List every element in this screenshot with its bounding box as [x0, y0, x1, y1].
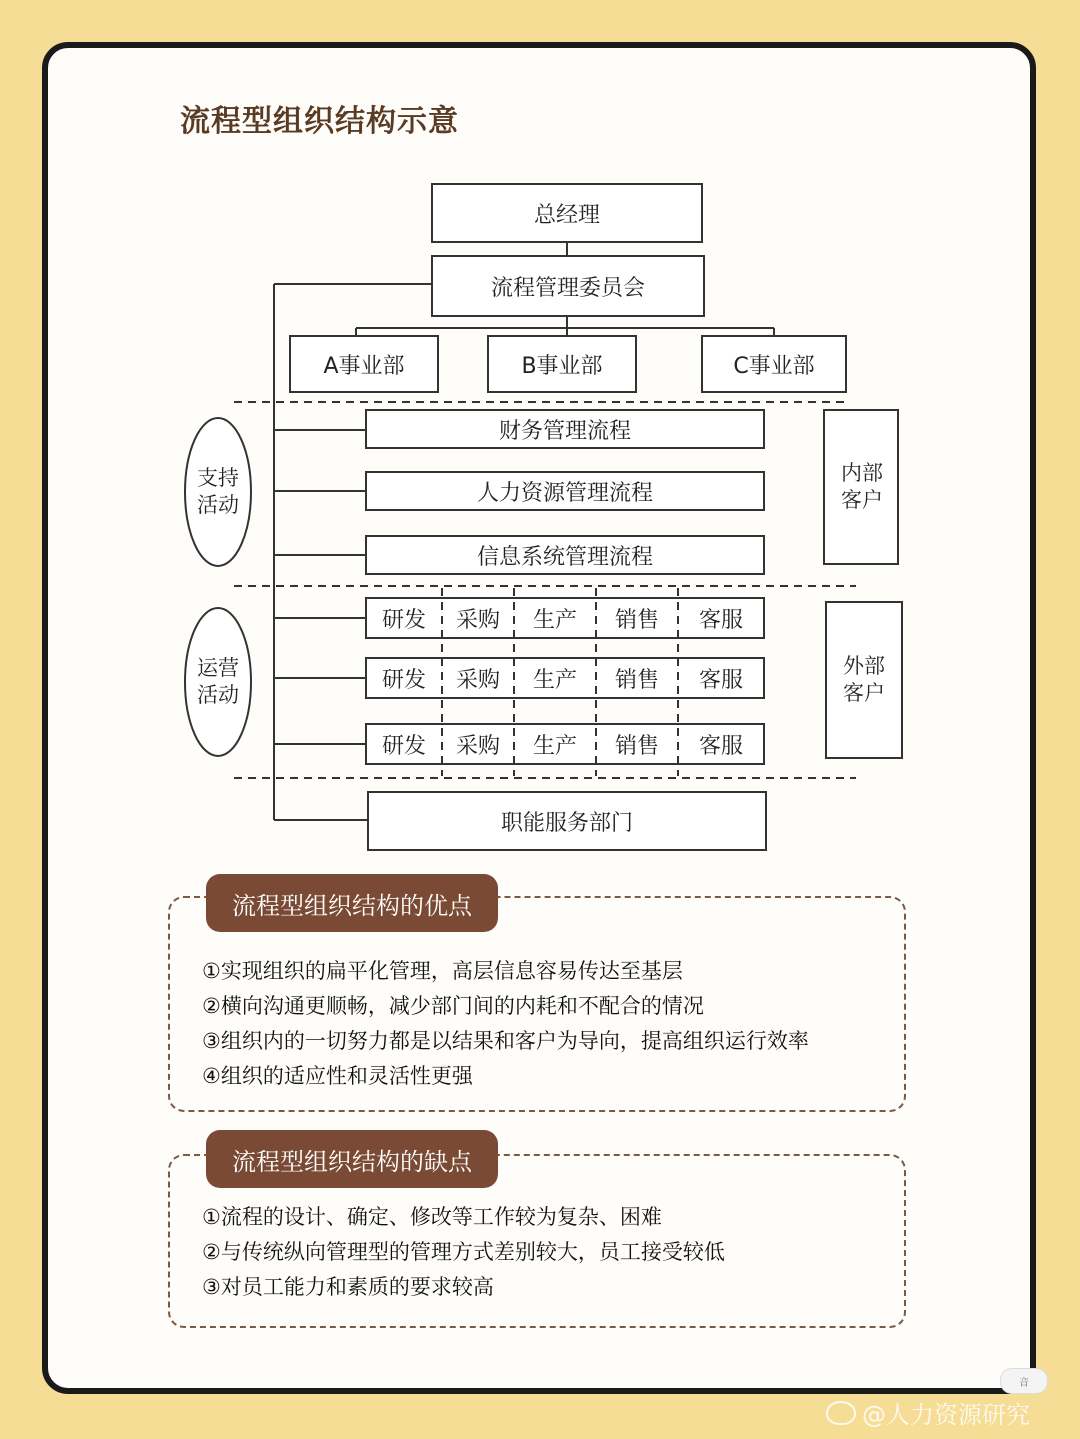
- ops-cell: 研发: [381, 733, 426, 759]
- disadvantages-list: [202, 1200, 725, 1305]
- general-manager-label: 总经理: [533, 202, 600, 228]
- weibo-icon: [826, 1401, 856, 1425]
- ops-cell: 生产: [532, 607, 577, 633]
- ops-cell: 研发: [381, 667, 426, 693]
- support-process-label: 信息系统管理流程: [476, 544, 653, 570]
- disadvantage-item: ①流程的设计、确定、修改等工作较为复杂、困难: [202, 1205, 662, 1229]
- sound-badge[interactable]: 音: [1000, 1368, 1048, 1394]
- ops-cell: 采购: [455, 733, 500, 759]
- watermark: [826, 1395, 1030, 1430]
- advantage-item: ①实现组织的扁平化管理，高层信息容易传达至基层: [202, 959, 683, 983]
- advantages-heading: 流程型组织结构的优点: [206, 874, 498, 932]
- ops-cell: 客服: [698, 607, 743, 633]
- disadvantages-heading: 流程型组织结构的缺点: [206, 1130, 498, 1188]
- division-a-label: A事业部: [323, 353, 405, 379]
- service-dept-label: 职能服务部门: [500, 810, 633, 836]
- watermark-text: @人力资源研究: [862, 1401, 1030, 1429]
- disadvantage-item: ②与传统纵向管理型的管理方式差别较大，员工接受较低: [202, 1240, 725, 1264]
- ops-cell: 采购: [455, 667, 500, 693]
- ops-cell: 销售: [614, 667, 659, 693]
- ops-cell: 客服: [698, 667, 743, 693]
- ops-cell: 采购: [455, 607, 500, 633]
- support-process-label: 财务管理流程: [498, 418, 631, 444]
- ops-cell: 销售: [614, 607, 659, 633]
- ops-cell: 客服: [698, 733, 743, 759]
- operations-activities-label: 运营活动: [197, 656, 239, 707]
- division-c-label: C事业部: [733, 353, 815, 379]
- ops-cell: 研发: [381, 607, 426, 633]
- division-b-label: B事业部: [521, 353, 603, 379]
- internal-customer-label: 内部客户: [841, 461, 883, 512]
- ops-cell: 生产: [532, 733, 577, 759]
- ops-cell: 销售: [614, 733, 659, 759]
- advantage-item: ③组织内的一切努力都是以结果和客户为导向，提高组织运行效率: [202, 1029, 809, 1053]
- committee-label: 流程管理委员会: [490, 275, 645, 301]
- advantages-list: [202, 954, 809, 1094]
- advantage-item: ④组织的适应性和灵活性更强: [202, 1064, 473, 1088]
- ops-cell: 生产: [532, 667, 577, 693]
- support-activities-label: 支持活动: [197, 466, 239, 517]
- advantage-item: ②横向沟通更顺畅，减少部门间的内耗和不配合的情况: [202, 994, 704, 1018]
- page-title: 流程型组织结构示意: [180, 104, 459, 139]
- external-customer-label: 外部客户: [843, 654, 885, 705]
- support-process-label: 人力资源管理流程: [476, 480, 653, 506]
- disadvantage-item: ③对员工能力和素质的要求较高: [202, 1275, 494, 1299]
